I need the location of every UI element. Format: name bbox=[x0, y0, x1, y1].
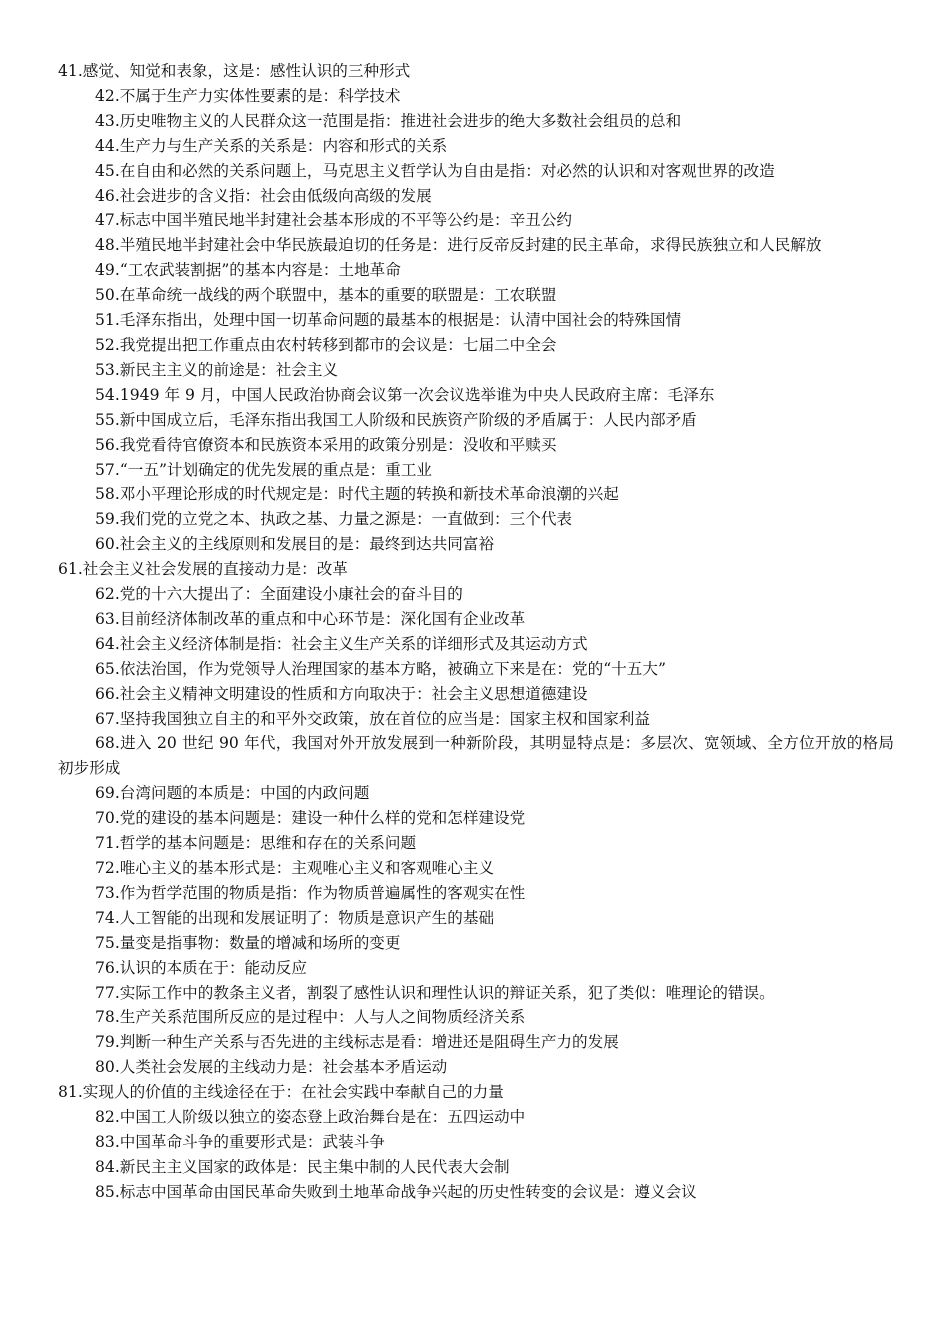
list-item: 60.社会主义的主线原则和发展目的是：最终到达共同富裕 bbox=[95, 535, 495, 554]
list-item: 52.我党提出把工作重点由农村转移到都市的会议是：七届二中全会 bbox=[95, 335, 557, 354]
list-item: 65.依法治国，作为党领导人治理国家的基本方略，被确立下来是在：党的“十五大” bbox=[95, 659, 666, 678]
list-item: 43.历史唯物主义的人民群众这一范围是指：推进社会进步的绝大多数社会组员的总和 bbox=[95, 111, 682, 130]
list-item: 48.半殖民地半封建社会中华民族最迫切的任务是：进行反帝反封建的民主革命，求得民族独立和人民解放 bbox=[95, 236, 822, 255]
list-item: 49.“工农武装割据”的基本内容是：土地革命 bbox=[95, 261, 401, 280]
list-item: 54.1949 年 9 月，中国人民政治协商会议第一次会议选举谁为中央人民政府主席：毛泽东 bbox=[95, 385, 715, 404]
list-item: 58.邓小平理论形成的时代规定是：时代主题的转换和新技术革命浪潮的兴起 bbox=[95, 485, 619, 504]
list-item: 51.毛泽东指出，处理中国一切革命问题的最基本的根据是：认清中国社会的特殊国情 bbox=[95, 311, 682, 330]
list-item: 56.我党看待官僚资本和民族资本采用的政策分别是：没收和平赎买 bbox=[95, 435, 557, 454]
list-item: 53.新民主主义的前途是：社会主义 bbox=[95, 360, 339, 379]
list-item: 45.在自由和必然的关系问题上，马克思主义哲学认为自由是指：对必然的认识和对客观世界的改造 bbox=[95, 161, 775, 180]
list-item: 71.哲学的基本问题是：思维和存在的关系问题 bbox=[95, 834, 417, 853]
list-item: 76.认识的本质在于：能动反应 bbox=[95, 958, 307, 977]
list-item: 63.目前经济体制改革的重点和中心环节是：深化国有企业改革 bbox=[95, 609, 526, 628]
list-item: 80.人类社会发展的主线动力是：社会基本矛盾运动 bbox=[95, 1058, 448, 1077]
list-item: 47.标志中国半殖民地半封建社会基本形成的不平等公约是：辛丑公约 bbox=[95, 211, 573, 230]
list-item: 78.生产关系范围所反应的是过程中：人与人之间物质经济关系 bbox=[95, 1008, 526, 1027]
list-item: 59.我们党的立党之本、执政之基、力量之源是：一直做到：三个代表 bbox=[95, 510, 573, 529]
list-item: 79.判断一种生产关系与否先进的主线标志是看：增进还是阻碍生产力的发展 bbox=[95, 1033, 619, 1052]
list-item: 72.唯心主义的基本形式是：主观唯心主义和客观唯心主义 bbox=[95, 859, 495, 877]
list-item: 41.感觉、知觉和表象，这是：感性认识的三种形式 bbox=[58, 62, 411, 80]
list-item: 61.社会主义社会发展的直接动力是：改革 bbox=[58, 560, 348, 579]
list-item: 44.生产力与生产关系的关系是：内容和形式的关系 bbox=[95, 136, 448, 155]
list-item: 84.新民主主义国家的政体是：民主集中制的人民代表大会制 bbox=[95, 1157, 510, 1176]
list-item: 55.新中国成立后，毛泽东指出我国工人阶级和民族资产阶级的矛盾属于：人民内部矛盾 bbox=[95, 410, 697, 429]
list-item: 74.人工智能的出现和发展证明了：物质是意识产生的基础 bbox=[95, 908, 495, 927]
list-item: 81.实现人的价值的主线途径在于：在社会实践中奉献自己的力量 bbox=[58, 1083, 504, 1102]
list-item: 64.社会主义经济体制是指：社会主义生产关系的详细形式及其运动方式 bbox=[95, 634, 588, 653]
list-item: 75.量变是指事物：数量的增减和场所的变更 bbox=[95, 933, 401, 952]
list-item: 57.“一五”计划确定的优先发展的重点是：重工业 bbox=[95, 460, 433, 479]
list-item: 85.标志中国革命由国民革命失败到土地革命战争兴起的历史性转变的会议是：遵义会议 bbox=[95, 1182, 697, 1201]
document-page bbox=[58, 59, 894, 1205]
list-item: 69.台湾问题的本质是：中国的内政问题 bbox=[95, 784, 370, 803]
list-item: 62.党的十六大提出了：全面建设小康社会的奋斗目的 bbox=[95, 585, 463, 604]
list-item: 82.中国工人阶级以独立的姿态登上政治舞台是在：五四运动中 bbox=[95, 1108, 526, 1127]
list-item: 42.不属于生产力实体性要素的是：科学技术 bbox=[95, 86, 401, 105]
list-item: 67.坚持我国独立自主的和平外交政策，放在首位的应当是：国家主权和国家利益 bbox=[95, 709, 650, 728]
list-item: 46.社会进步的含义指：社会由低级向高级的发展 bbox=[95, 186, 432, 205]
list-item: 70.党的建设的基本问题是：建设一种什么样的党和怎样建设党 bbox=[95, 809, 526, 828]
list-item: 68.进入 20 世纪 90 年代，我国对外开放发展到一种新阶段，其明显特点是：多层次、宽领域、全方位开放的格局初步形成 bbox=[58, 734, 894, 778]
list-item: 77.实际工作中的教条主义者，割裂了感性认识和理性认识的辩证关系，犯了类似：唯理论的错误。 bbox=[95, 983, 775, 1002]
list-item: 50.在革命统一战线的两个联盟中，基本的重要的联盟是：工农联盟 bbox=[95, 286, 557, 305]
list-item: 73.作为哲学范围的物质是指：作为物质普遍属性的客观实在性 bbox=[95, 883, 526, 902]
list-item: 83.中国革命斗争的重要形式是：武装斗争 bbox=[95, 1132, 385, 1151]
list-item: 66.社会主义精神文明建设的性质和方向取决于：社会主义思想道德建设 bbox=[95, 684, 588, 703]
